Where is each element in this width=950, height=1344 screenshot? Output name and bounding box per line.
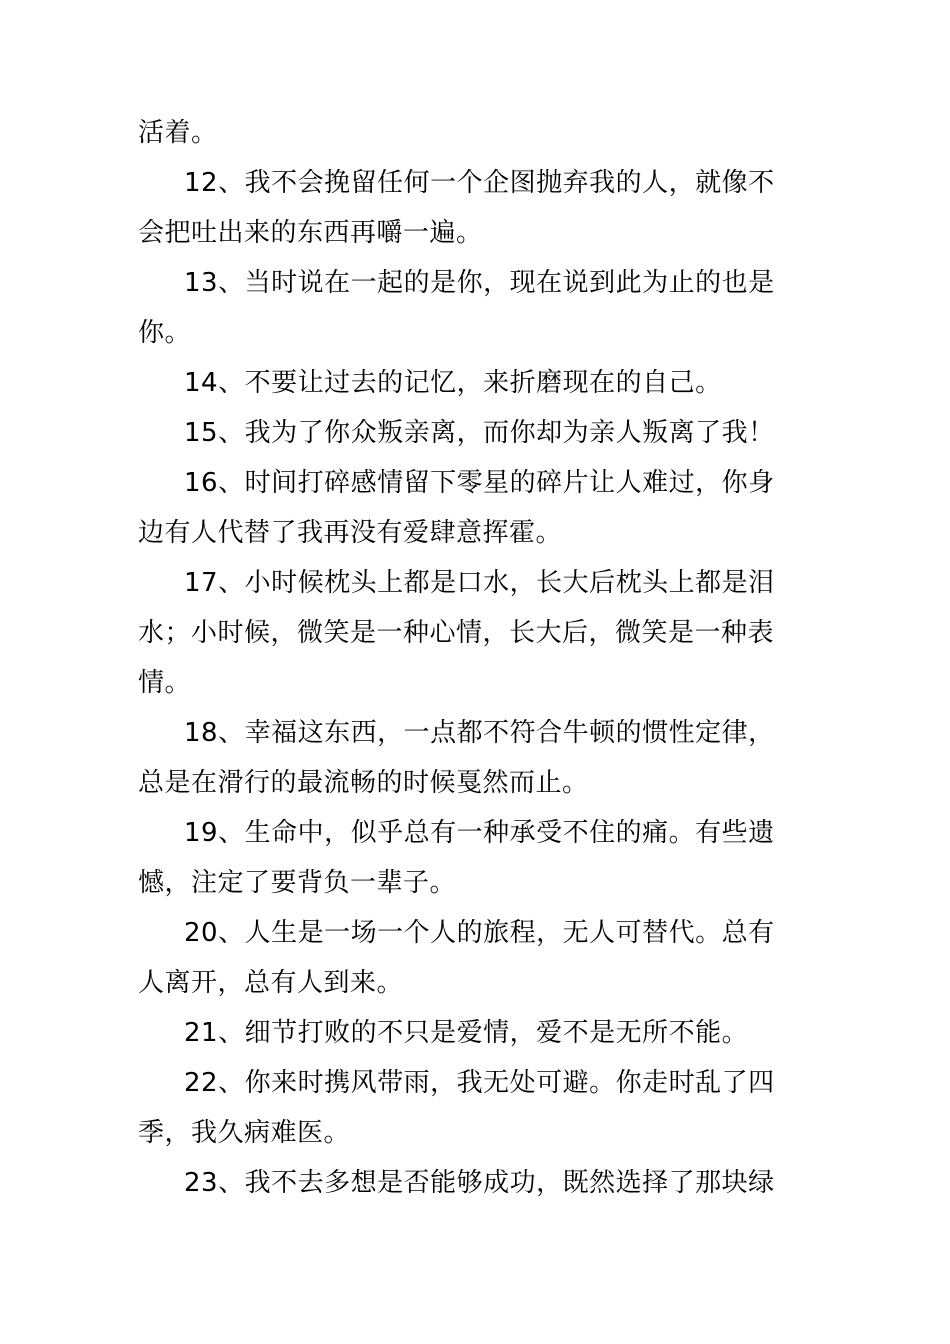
text-line: 13、当时说在一起的是你，现在说到此为止的也是 — [184, 268, 775, 298]
paragraph — [138, 808, 818, 908]
paragraph — [138, 258, 818, 358]
paragraph — [138, 908, 818, 1008]
paragraph — [138, 558, 818, 708]
text-line: 15、我为了你众叛亲离，而你却为亲人叛离了我！ — [184, 418, 775, 448]
text-line: 边有人代替了我再没有爱肆意挥霍。 — [138, 518, 563, 548]
text-line: 会把吐出来的东西再嚼一遍。 — [138, 218, 483, 248]
text-line: 22、你来时携风带雨，我无处可避。你走时乱了四 — [184, 1068, 775, 1098]
text-line: 19、生命中，似乎总有一种承受不住的痛。有些遗 — [184, 818, 775, 848]
text-line: 21、细节打败的不只是爱情，爱不是无所不能。 — [184, 1018, 749, 1048]
text-line: 总是在滑行的最流畅的时候戛然而止。 — [138, 768, 589, 798]
document-body — [138, 108, 818, 1208]
paragraph — [138, 1008, 818, 1058]
text-line: 活着。 — [138, 118, 218, 148]
paragraph — [138, 408, 818, 458]
text-line: 17、小时候枕头上都是口水，长大后枕头上都是泪 — [184, 568, 775, 598]
text-line: 16、时间打碎感情留下零星的碎片让人难过，你身 — [184, 468, 775, 498]
text-line: 水；小时候，微笑是一种心情，长大后，微笑是一种表 — [138, 618, 775, 648]
text-line: 憾，注定了要背负一辈子。 — [138, 868, 457, 898]
text-line: 人离开，总有人到来。 — [138, 968, 404, 998]
text-line: 季，我久病难医。 — [138, 1118, 351, 1148]
paragraph — [138, 708, 818, 808]
paragraph — [138, 158, 818, 258]
paragraph — [138, 1058, 818, 1158]
paragraph — [138, 108, 818, 158]
paragraph — [138, 1158, 818, 1208]
text-line: 你。 — [138, 318, 192, 348]
text-line: 情。 — [138, 668, 192, 698]
text-line: 14、不要让过去的记忆，来折磨现在的自己。 — [184, 368, 722, 398]
text-line: 18、幸福这东西，一点都不符合牛顿的惯性定律， — [184, 718, 775, 748]
paragraph — [138, 358, 818, 408]
text-line: 12、我不会挽留任何一个企图抛弃我的人，就像不 — [184, 168, 775, 198]
paragraph — [138, 458, 818, 558]
text-line: 23、我不去多想是否能够成功，既然选择了那块绿 — [184, 1168, 775, 1198]
text-line: 20、人生是一场一个人的旅程，无人可替代。总有 — [184, 918, 775, 948]
